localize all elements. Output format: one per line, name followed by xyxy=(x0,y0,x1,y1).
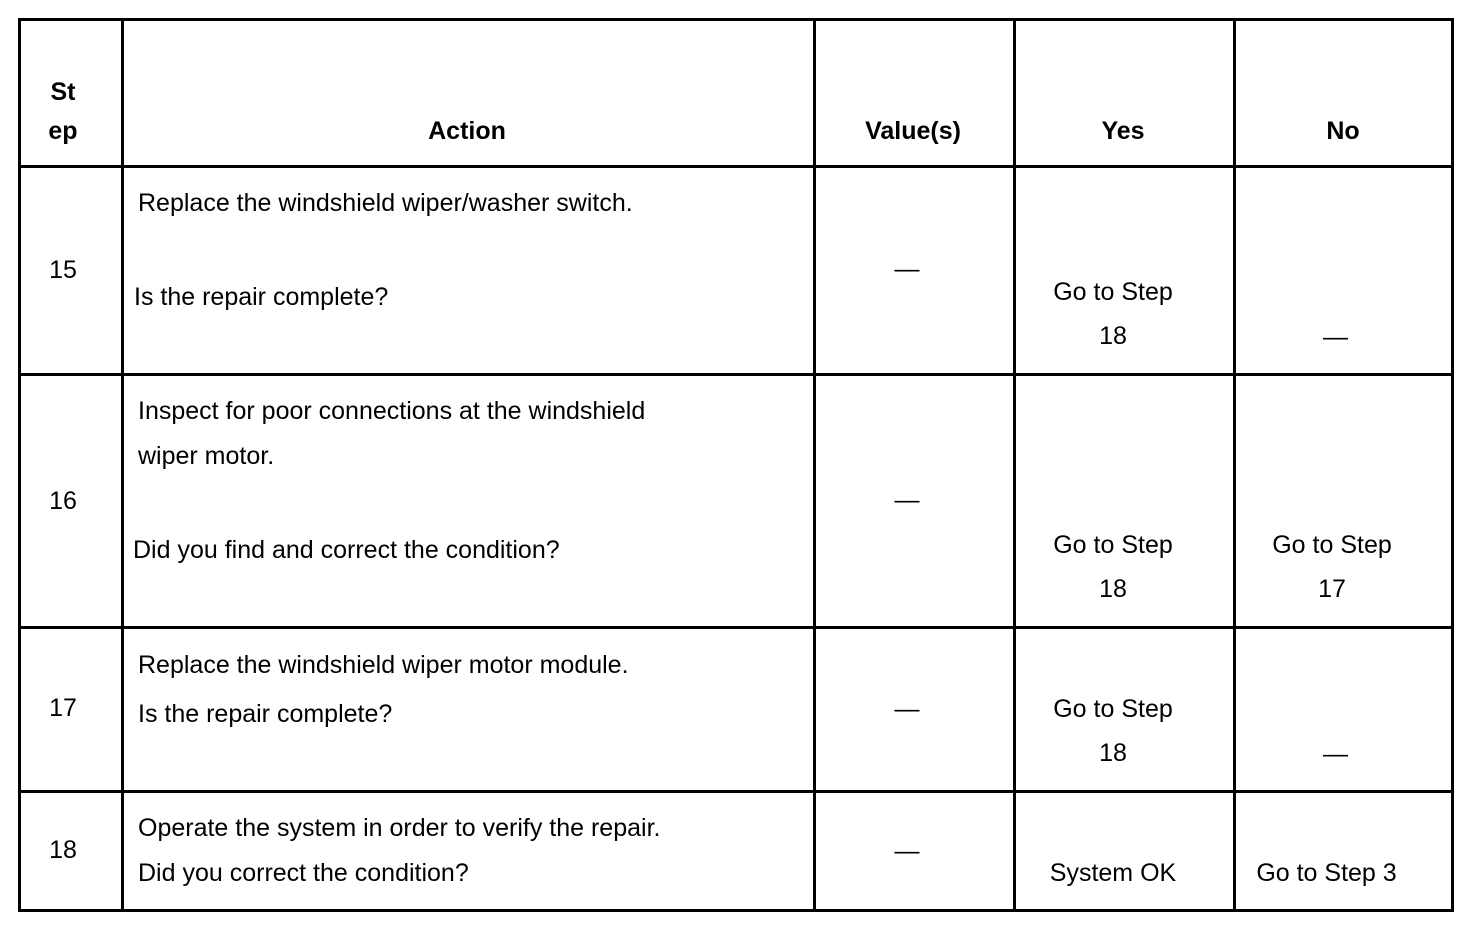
action-text: Replace the windshield wiper motor module. xyxy=(138,651,629,679)
step-number: 17 xyxy=(49,694,77,722)
action-text: Operate the system in order to verify the repair. xyxy=(138,814,661,842)
step-number: 15 xyxy=(49,256,77,284)
action-question: Did you correct the condition? xyxy=(138,859,469,887)
row-divider xyxy=(21,790,1451,793)
action-question: Did you find and correct the condition? xyxy=(133,536,560,564)
column-divider xyxy=(1013,21,1016,909)
header-action: Action xyxy=(428,117,506,145)
action-question: Is the repair complete? xyxy=(134,283,389,311)
no-dash: — xyxy=(1323,740,1348,768)
no-goto: Go to Step 3 xyxy=(1256,859,1397,887)
step-number: 18 xyxy=(49,836,77,864)
value-dash: — xyxy=(894,486,920,514)
no-dash: — xyxy=(1323,323,1348,351)
column-divider xyxy=(1233,21,1236,909)
no-goto-line2: 17 xyxy=(1318,575,1346,603)
value-dash: — xyxy=(894,837,920,865)
column-divider xyxy=(121,21,124,909)
header-step-line2: ep xyxy=(48,117,78,145)
column-divider xyxy=(813,21,816,909)
row-divider xyxy=(21,165,1451,168)
yes-goto-line1: Go to Step xyxy=(1053,695,1173,723)
yes-goto-line2: 18 xyxy=(1099,322,1127,350)
no-goto-line1: Go to Step xyxy=(1272,531,1392,559)
header-yes: Yes xyxy=(1101,117,1145,145)
value-dash: — xyxy=(894,255,920,283)
action-text: Replace the windshield wiper/washer switch. xyxy=(138,189,633,217)
header-no: No xyxy=(1326,117,1360,145)
yes-goto-line1: Go to Step xyxy=(1053,531,1173,559)
header-values: Value(s) xyxy=(865,117,961,145)
action-text: Inspect for poor connections at the windshield xyxy=(138,397,646,425)
yes-goto-line2: 18 xyxy=(1099,575,1127,603)
yes-goto-line2: 18 xyxy=(1099,739,1127,767)
step-number: 16 xyxy=(49,487,77,515)
action-question: Is the repair complete? xyxy=(138,700,393,728)
row-divider xyxy=(21,373,1451,376)
row-divider xyxy=(21,626,1451,629)
yes-goto-line1: Go to Step xyxy=(1053,278,1173,306)
value-dash: — xyxy=(894,695,920,723)
yes-result: System OK xyxy=(1049,859,1177,887)
action-text: wiper motor. xyxy=(138,442,275,470)
header-step-line1: St xyxy=(50,78,76,106)
